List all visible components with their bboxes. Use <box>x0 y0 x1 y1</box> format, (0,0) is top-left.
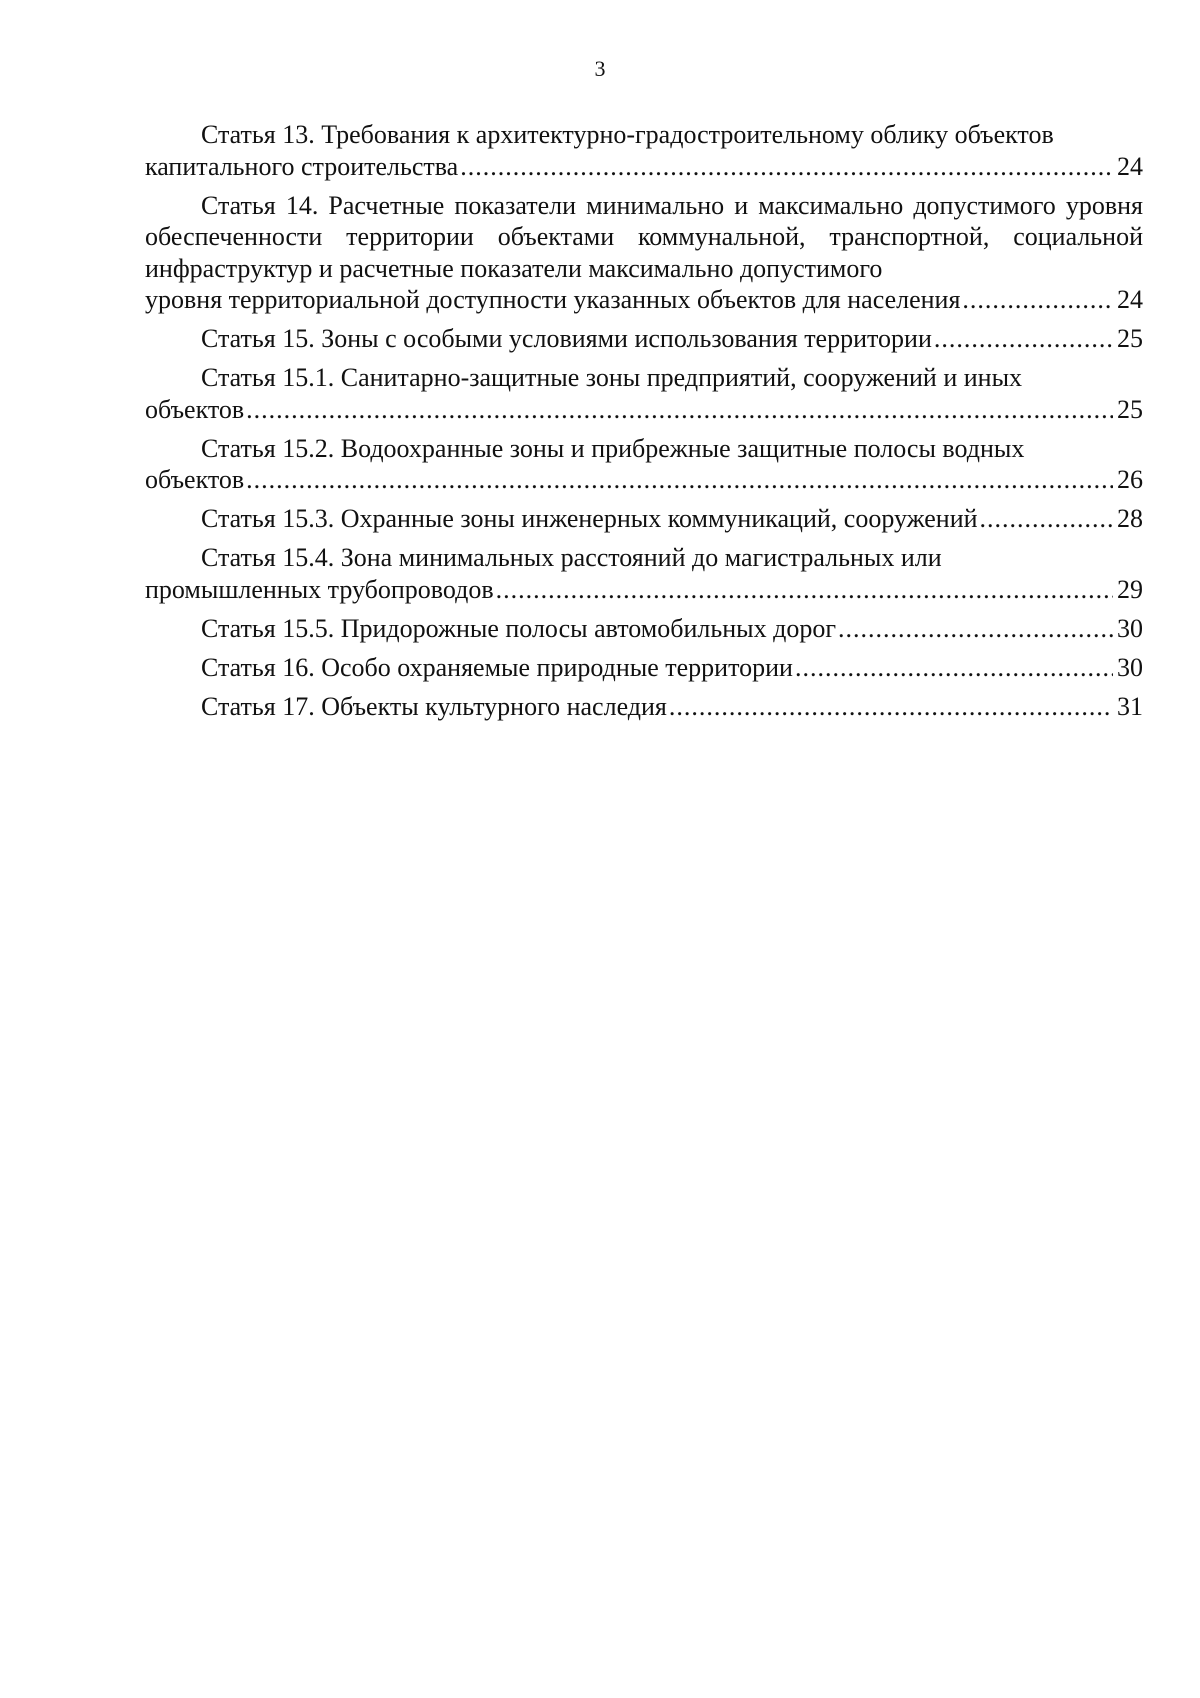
toc-page-ref: 30 <box>1117 652 1143 682</box>
toc-entry-title-end: объектов <box>145 394 245 424</box>
toc-entry-article-15-1 <box>145 362 1143 425</box>
dot-leader <box>246 394 1113 426</box>
toc-page-ref: 25 <box>1117 324 1143 353</box>
dot-leader <box>934 323 1113 355</box>
toc-page-ref: 25 <box>1117 394 1143 424</box>
toc-entry-last-line <box>145 151 1143 183</box>
toc-entry-last-line <box>145 503 1143 535</box>
toc-entry-title: Статья 14. Расчетные показатели минимально и максимально допустимого уровня обеспеченности территории объектами коммунальной, транспортной, социальной инфраструктур и расчетные показатели максимально допустимого <box>145 190 1143 283</box>
toc-entry-title: Статья 13. Требования к архитектурно-градостроительному облику объектов <box>201 120 1054 149</box>
dot-leader <box>962 284 1113 316</box>
toc-entry-title-end: промышленных трубопроводов <box>145 574 494 604</box>
toc-entry-title: Статья 16. Особо охраняемые природные территории <box>201 652 793 682</box>
toc-page-ref: 26 <box>1117 465 1143 494</box>
toc-page-ref: 29 <box>1117 574 1143 604</box>
toc-entry-title-end: капитального строительства <box>145 151 459 181</box>
toc-entry-article-17 <box>145 691 1143 723</box>
toc-entry-last-line <box>145 284 1143 316</box>
toc-entry-last-line <box>145 652 1143 684</box>
toc-entry-last-line <box>145 574 1143 606</box>
toc-page-ref: 24 <box>1117 151 1143 181</box>
toc-entry-article-15-3 <box>145 503 1143 535</box>
toc-entry-article-15 <box>145 323 1143 355</box>
toc-entry-article-15-5 <box>145 613 1143 645</box>
toc-entry-title: Статья 15.1. Санитарно-защитные зоны предприятий, сооружений и иных <box>201 363 1023 392</box>
toc-page-ref: 31 <box>1117 691 1143 721</box>
toc-entry-last-line <box>145 613 1143 645</box>
toc-entry-article-15-2 <box>145 433 1143 496</box>
toc-entry-article-13 <box>145 119 1143 182</box>
toc-page-ref: 28 <box>1117 504 1143 533</box>
page-number: 3 <box>594 56 606 81</box>
toc-entry-title: Статья 15.4. Зона минимальных расстояний до магистральных или <box>201 543 942 572</box>
dot-leader <box>838 613 1113 645</box>
dot-leader <box>460 151 1113 183</box>
toc-entry-title: Статья 15.3. Охранные зоны инженерных коммуникаций, сооружений <box>201 504 978 533</box>
toc-entry-title: Статья 15. Зоны с особыми условиями использования территории <box>201 324 932 353</box>
dot-leader <box>669 691 1113 723</box>
dot-leader <box>980 503 1113 535</box>
toc-entry-title: Статья 17. Объекты культурного наследия <box>201 691 667 721</box>
toc-entry-last-line <box>145 691 1143 723</box>
toc-page-ref: 24 <box>1117 285 1143 314</box>
table-of-contents <box>145 119 1143 730</box>
toc-entry-title-end: уровня территориальной доступности указанных объектов для населения <box>145 285 961 314</box>
toc-entry-article-15-4 <box>145 542 1143 605</box>
toc-page-ref: 30 <box>1117 613 1143 643</box>
toc-entry-title: Статья 15.2. Водоохранные зоны и прибрежные защитные полосы водных <box>201 433 1025 463</box>
toc-entry-article-14 <box>145 190 1143 316</box>
toc-entry-title-end: объектов <box>145 465 245 494</box>
dot-leader <box>795 652 1113 684</box>
toc-entry-last-line <box>145 394 1143 426</box>
toc-entry-last-line <box>145 323 1143 355</box>
toc-entry-article-16 <box>145 652 1143 684</box>
toc-entry-title: Статья 15.5. Придорожные полосы автомобильных дорог <box>201 613 836 643</box>
dot-leader <box>246 464 1113 496</box>
dot-leader <box>496 574 1113 606</box>
toc-entry-last-line <box>145 464 1143 496</box>
